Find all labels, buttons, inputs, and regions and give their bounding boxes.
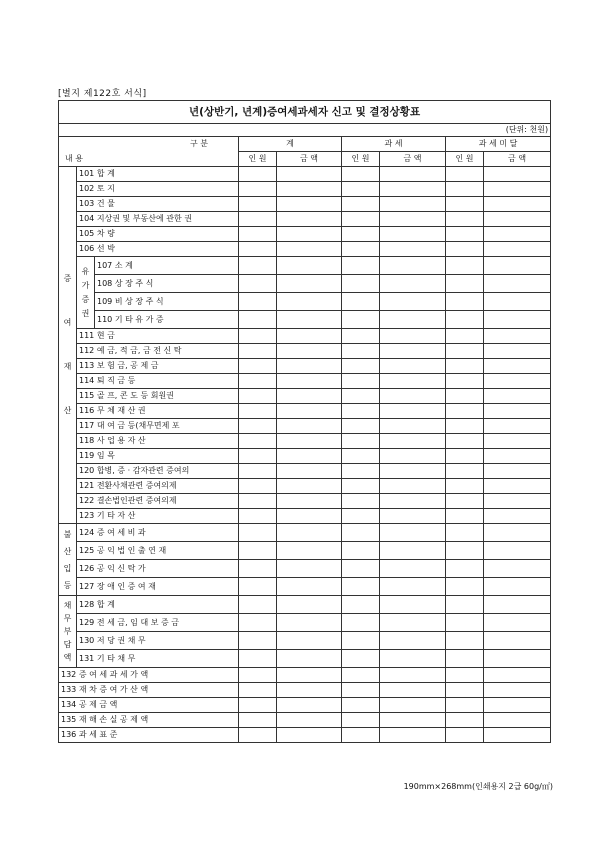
data-cell[interactable] [277, 524, 342, 542]
data-cell[interactable] [342, 227, 380, 242]
data-cell[interactable] [342, 668, 380, 683]
row-label: 136 과 세 표 준 [59, 728, 239, 743]
row-label: 112 예 금, 적 금, 금 전 신 탁 [77, 344, 239, 359]
data-cell[interactable] [342, 449, 380, 464]
data-cell[interactable] [380, 479, 446, 494]
row-label: 118 사 업 용 자 산 [77, 434, 239, 449]
data-cell[interactable] [342, 683, 380, 698]
data-cell[interactable] [380, 560, 446, 578]
data-cell[interactable] [342, 578, 380, 596]
row-label: 109 비 상 장 주 식 [95, 293, 239, 311]
data-cell[interactable] [277, 275, 342, 293]
row-label: 132 증 여 세 과 세 가 액 [59, 668, 239, 683]
data-cell[interactable] [484, 560, 551, 578]
data-cell[interactable] [380, 275, 446, 293]
data-cell[interactable] [380, 389, 446, 404]
row-label: 103 건 물 [77, 197, 239, 212]
data-cell[interactable] [277, 434, 342, 449]
data-cell[interactable] [277, 389, 342, 404]
data-cell[interactable] [446, 650, 484, 668]
data-cell[interactable] [277, 419, 342, 434]
form-label: [별지 제122호 서식] [58, 89, 147, 99]
data-cell[interactable] [446, 494, 484, 509]
data-cell[interactable] [446, 479, 484, 494]
data-cell[interactable] [342, 650, 380, 668]
data-cell[interactable] [277, 614, 342, 632]
side-label-jeungyeo-jaesan: 증 여 재 산 [59, 167, 77, 524]
data-cell[interactable] [380, 311, 446, 329]
data-cell[interactable] [239, 698, 277, 713]
data-cell[interactable] [277, 449, 342, 464]
data-cell[interactable] [239, 668, 277, 683]
data-cell[interactable] [239, 683, 277, 698]
count-header: 인 원 [239, 152, 277, 167]
data-cell[interactable] [380, 419, 446, 434]
data-cell[interactable] [239, 560, 277, 578]
data-cell[interactable] [342, 293, 380, 311]
data-cell[interactable] [277, 227, 342, 242]
data-cell[interactable] [239, 419, 277, 434]
data-cell[interactable] [446, 197, 484, 212]
data-cell[interactable] [484, 344, 551, 359]
data-cell[interactable] [239, 713, 277, 728]
data-cell[interactable] [380, 650, 446, 668]
data-cell[interactable] [239, 596, 277, 614]
data-cell[interactable] [380, 614, 446, 632]
data-cell[interactable] [446, 227, 484, 242]
data-cell[interactable] [342, 632, 380, 650]
row-label: 114 퇴 직 금 등 [77, 374, 239, 389]
data-cell[interactable] [484, 728, 551, 743]
group-total-header: 계 [239, 137, 342, 152]
data-cell[interactable] [484, 359, 551, 374]
data-cell[interactable] [277, 596, 342, 614]
data-cell[interactable] [484, 668, 551, 683]
data-cell[interactable] [277, 713, 342, 728]
row-label: 101 합 계 [77, 167, 239, 182]
row-label: 135 재 해 손 실 공 제 액 [59, 713, 239, 728]
data-cell[interactable] [484, 596, 551, 614]
data-cell[interactable] [484, 242, 551, 257]
data-cell[interactable] [484, 683, 551, 698]
data-cell[interactable] [446, 614, 484, 632]
data-cell[interactable] [380, 197, 446, 212]
row-label: 125 공 익 법 인 출 연 재 [77, 542, 239, 560]
data-cell[interactable] [446, 698, 484, 713]
data-cell[interactable] [277, 632, 342, 650]
data-cell[interactable] [446, 449, 484, 464]
naeyong-header: 내 용 [59, 152, 239, 167]
data-cell[interactable] [380, 167, 446, 182]
data-cell[interactable] [484, 212, 551, 227]
data-cell[interactable] [484, 632, 551, 650]
data-cell[interactable] [239, 404, 277, 419]
amount-header: 금 액 [484, 152, 551, 167]
data-cell[interactable] [342, 275, 380, 293]
data-cell[interactable] [342, 464, 380, 479]
data-cell[interactable] [277, 560, 342, 578]
data-cell[interactable] [484, 494, 551, 509]
data-cell[interactable] [239, 479, 277, 494]
data-cell[interactable] [380, 182, 446, 197]
data-cell[interactable] [342, 212, 380, 227]
data-cell[interactable] [277, 257, 342, 275]
data-cell[interactable] [239, 494, 277, 509]
data-cell[interactable] [342, 389, 380, 404]
data-cell[interactable] [342, 374, 380, 389]
data-cell[interactable] [239, 329, 277, 344]
data-cell[interactable] [446, 419, 484, 434]
data-cell[interactable] [484, 275, 551, 293]
data-cell[interactable] [380, 344, 446, 359]
data-cell[interactable] [484, 542, 551, 560]
data-cell[interactable] [277, 683, 342, 698]
data-cell[interactable] [380, 449, 446, 464]
data-cell[interactable] [239, 167, 277, 182]
data-cell[interactable] [239, 449, 277, 464]
data-cell[interactable] [239, 275, 277, 293]
data-cell[interactable] [484, 257, 551, 275]
data-cell[interactable] [342, 359, 380, 374]
row-label: 117 대 여 금 등(채무면제 포 [77, 419, 239, 434]
data-cell[interactable] [446, 728, 484, 743]
data-cell[interactable] [446, 464, 484, 479]
data-cell[interactable] [342, 242, 380, 257]
data-cell[interactable] [484, 227, 551, 242]
data-cell[interactable] [484, 614, 551, 632]
row-label: 107 소 계 [95, 257, 239, 275]
row-label: 115 골 프, 콘 도 등 회원권 [77, 389, 239, 404]
data-cell[interactable] [380, 524, 446, 542]
paper-spec-footer: 190mm×268mm(인쇄용지 2급 60g/㎡) [403, 782, 553, 791]
data-cell[interactable] [380, 257, 446, 275]
data-cell[interactable] [277, 479, 342, 494]
row-label: 116 무 체 재 산 권 [77, 404, 239, 419]
data-cell[interactable] [277, 668, 342, 683]
form-title: 년(상반기, 년계)증여세과세자 신고 및 결정상황표 [59, 101, 551, 124]
data-cell[interactable] [277, 728, 342, 743]
data-cell[interactable] [380, 374, 446, 389]
row-label: 110 기 타 유 가 증 [95, 311, 239, 329]
data-cell[interactable] [446, 257, 484, 275]
data-cell[interactable] [342, 311, 380, 329]
data-cell[interactable] [484, 404, 551, 419]
data-cell[interactable] [380, 404, 446, 419]
data-cell[interactable] [446, 542, 484, 560]
data-cell[interactable] [380, 596, 446, 614]
data-cell[interactable] [239, 542, 277, 560]
row-label: 104 지상권 및 부동산에 관한 권 [77, 212, 239, 227]
data-cell[interactable] [380, 542, 446, 560]
data-cell[interactable] [277, 242, 342, 257]
data-cell[interactable] [239, 434, 277, 449]
data-cell[interactable] [484, 650, 551, 668]
amount-header: 금 액 [380, 152, 446, 167]
side-label-chaemu-budam: 채 무 부 담 액 [59, 596, 77, 668]
count-header: 인 원 [342, 152, 380, 167]
data-cell[interactable] [342, 329, 380, 344]
data-cell[interactable] [446, 182, 484, 197]
data-cell[interactable] [277, 329, 342, 344]
data-cell[interactable] [342, 596, 380, 614]
data-cell[interactable] [380, 434, 446, 449]
data-cell[interactable] [446, 713, 484, 728]
data-cell[interactable] [484, 449, 551, 464]
data-cell[interactable] [446, 275, 484, 293]
data-cell[interactable] [277, 293, 342, 311]
row-label: 123 기 타 자 산 [77, 509, 239, 524]
data-cell[interactable] [277, 197, 342, 212]
data-cell[interactable] [446, 560, 484, 578]
data-cell[interactable] [239, 293, 277, 311]
data-cell[interactable] [239, 359, 277, 374]
data-cell[interactable] [342, 524, 380, 542]
data-cell[interactable] [484, 182, 551, 197]
data-cell[interactable] [446, 683, 484, 698]
row-label: 127 장 애 인 증 여 재 [77, 578, 239, 596]
data-cell[interactable] [484, 713, 551, 728]
data-cell[interactable] [380, 728, 446, 743]
data-cell[interactable] [484, 419, 551, 434]
data-cell[interactable] [277, 464, 342, 479]
row-label: 120 합병, 증 · 감자관련 증여의 [77, 464, 239, 479]
data-cell[interactable] [484, 311, 551, 329]
data-cell[interactable] [239, 509, 277, 524]
side-label-bulsan-ip: 불 산 입 등 [59, 524, 77, 596]
amount-header: 금 액 [277, 152, 342, 167]
data-cell[interactable] [277, 359, 342, 374]
row-label: 130 저 당 권 채 무 [77, 632, 239, 650]
data-cell[interactable] [446, 632, 484, 650]
row-label: 111 현 금 [77, 329, 239, 344]
data-cell[interactable] [239, 464, 277, 479]
row-label: 129 전 세 금, 임 대 보 증 금 [77, 614, 239, 632]
data-cell[interactable] [342, 182, 380, 197]
data-cell[interactable] [446, 404, 484, 419]
data-cell[interactable] [239, 389, 277, 404]
data-cell[interactable] [277, 404, 342, 419]
data-cell[interactable] [380, 212, 446, 227]
data-cell[interactable] [342, 698, 380, 713]
data-cell[interactable] [277, 167, 342, 182]
data-cell[interactable] [380, 509, 446, 524]
data-cell[interactable] [380, 329, 446, 344]
data-cell[interactable] [380, 683, 446, 698]
row-label: 122 결손법인관련 증여의제 [77, 494, 239, 509]
data-cell[interactable] [239, 578, 277, 596]
row-label: 133 재 차 증 여 가 산 액 [59, 683, 239, 698]
data-cell[interactable] [277, 344, 342, 359]
data-cell[interactable] [342, 560, 380, 578]
data-cell[interactable] [239, 374, 277, 389]
data-cell[interactable] [484, 509, 551, 524]
data-cell[interactable] [380, 698, 446, 713]
data-cell[interactable] [484, 578, 551, 596]
data-cell[interactable] [342, 404, 380, 419]
data-cell[interactable] [277, 650, 342, 668]
data-cell[interactable] [484, 167, 551, 182]
row-label: 102 토 지 [77, 182, 239, 197]
data-cell[interactable] [342, 713, 380, 728]
row-label: 113 보 험 금, 공 제 금 [77, 359, 239, 374]
data-cell[interactable] [446, 242, 484, 257]
data-cell[interactable] [446, 167, 484, 182]
data-cell[interactable] [484, 479, 551, 494]
data-cell[interactable] [342, 344, 380, 359]
data-cell[interactable] [446, 311, 484, 329]
data-cell[interactable] [380, 578, 446, 596]
data-cell[interactable] [239, 311, 277, 329]
row-label: 119 임 목 [77, 449, 239, 464]
data-cell[interactable] [277, 494, 342, 509]
row-label: 128 합 계 [77, 596, 239, 614]
data-cell[interactable] [380, 464, 446, 479]
row-label: 124 증 여 세 비 과 [77, 524, 239, 542]
data-cell[interactable] [277, 698, 342, 713]
data-cell[interactable] [239, 344, 277, 359]
data-cell[interactable] [342, 167, 380, 182]
data-cell[interactable] [484, 197, 551, 212]
group-untaxed-header: 과 세 미 달 [446, 137, 551, 152]
data-cell[interactable] [239, 242, 277, 257]
data-cell[interactable] [380, 227, 446, 242]
data-cell[interactable] [342, 728, 380, 743]
data-cell[interactable] [277, 212, 342, 227]
data-cell[interactable] [342, 419, 380, 434]
data-cell[interactable] [342, 257, 380, 275]
row-label: 131 기 타 채 무 [77, 650, 239, 668]
data-cell[interactable] [277, 542, 342, 560]
data-cell[interactable] [446, 596, 484, 614]
data-cell[interactable] [446, 359, 484, 374]
data-cell[interactable] [446, 578, 484, 596]
data-cell[interactable] [342, 197, 380, 212]
row-label: 134 공 제 금 액 [59, 698, 239, 713]
data-cell[interactable] [342, 509, 380, 524]
data-cell[interactable] [277, 578, 342, 596]
data-cell[interactable] [446, 329, 484, 344]
data-cell[interactable] [342, 479, 380, 494]
data-cell[interactable] [484, 524, 551, 542]
group-taxed-header: 과 세 [342, 137, 446, 152]
row-label: 105 차 량 [77, 227, 239, 242]
data-cell[interactable] [446, 293, 484, 311]
data-cell[interactable] [484, 434, 551, 449]
data-cell[interactable] [484, 293, 551, 311]
data-cell[interactable] [342, 434, 380, 449]
data-cell[interactable] [342, 494, 380, 509]
row-label: 108 상 장 주 식 [95, 275, 239, 293]
data-cell[interactable] [380, 713, 446, 728]
data-cell[interactable] [239, 650, 277, 668]
data-cell[interactable] [380, 632, 446, 650]
data-cell[interactable] [446, 389, 484, 404]
row-label: 106 선 박 [77, 242, 239, 257]
data-cell[interactable] [380, 359, 446, 374]
data-cell[interactable] [446, 344, 484, 359]
data-cell[interactable] [277, 374, 342, 389]
unit-label: (단위: 천원) [59, 124, 551, 137]
data-cell[interactable] [380, 242, 446, 257]
data-cell[interactable] [277, 509, 342, 524]
data-cell[interactable] [446, 434, 484, 449]
gubun-header: 구 분 [59, 137, 239, 152]
data-cell[interactable] [239, 524, 277, 542]
count-header: 인 원 [446, 152, 484, 167]
data-cell[interactable] [484, 464, 551, 479]
data-cell[interactable] [342, 542, 380, 560]
data-cell[interactable] [484, 329, 551, 344]
data-cell[interactable] [239, 257, 277, 275]
data-cell[interactable] [342, 614, 380, 632]
data-cell[interactable] [239, 182, 277, 197]
data-cell[interactable] [484, 374, 551, 389]
data-cell[interactable] [380, 668, 446, 683]
data-cell[interactable] [446, 509, 484, 524]
data-cell[interactable] [446, 374, 484, 389]
report-table [58, 100, 551, 743]
data-cell[interactable] [239, 212, 277, 227]
data-cell[interactable] [277, 182, 342, 197]
data-cell[interactable] [446, 524, 484, 542]
row-label: 121 전환사채관련 증여의제 [77, 479, 239, 494]
data-cell[interactable] [239, 632, 277, 650]
data-cell[interactable] [239, 614, 277, 632]
data-cell[interactable] [277, 311, 342, 329]
data-cell[interactable] [380, 494, 446, 509]
data-cell[interactable] [446, 212, 484, 227]
data-cell[interactable] [239, 728, 277, 743]
side-label-yuga-jeunggwon: 유 가 증 권 [77, 257, 95, 329]
data-cell[interactable] [239, 197, 277, 212]
data-cell[interactable] [484, 389, 551, 404]
data-cell[interactable] [484, 698, 551, 713]
data-cell[interactable] [239, 227, 277, 242]
data-cell[interactable] [446, 668, 484, 683]
data-cell[interactable] [380, 293, 446, 311]
row-label: 126 공 익 신 탁 가 [77, 560, 239, 578]
